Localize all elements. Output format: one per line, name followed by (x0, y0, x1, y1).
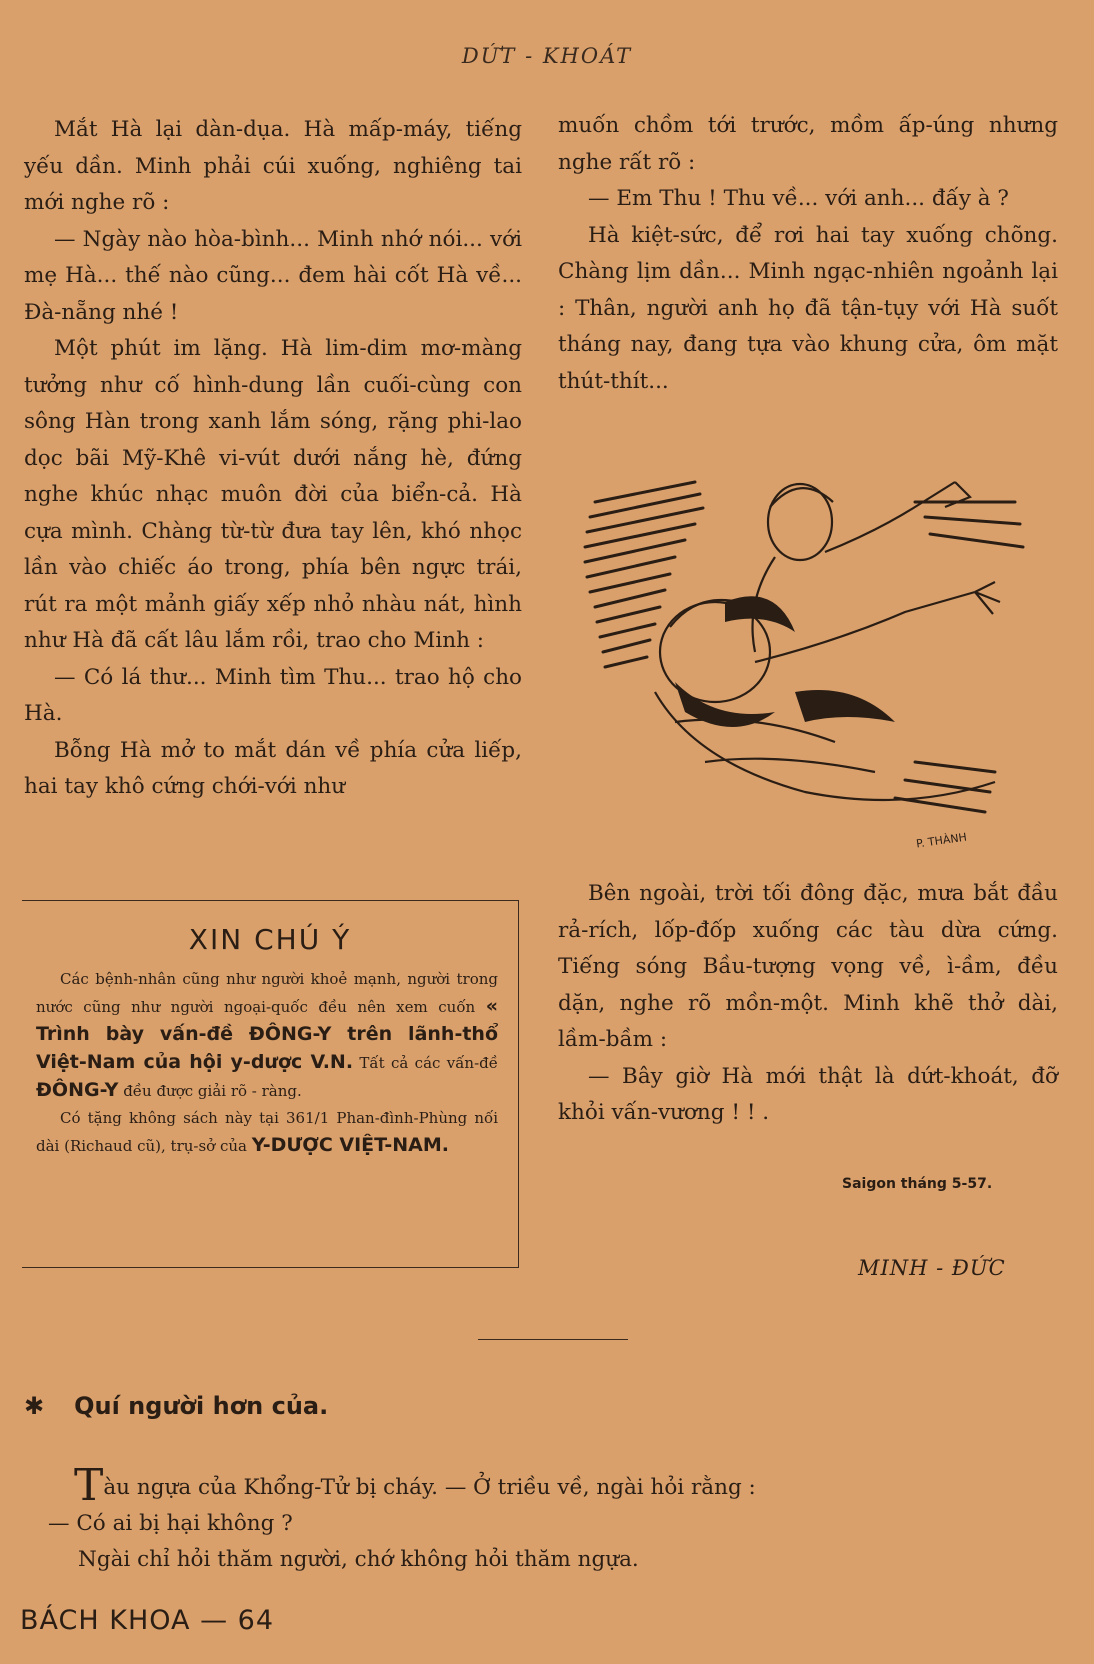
illustrator-signature: P. THÀNH (915, 830, 968, 851)
notice-text: Các bệnh-nhân cũng như người khoẻ mạnh, người trong nước cũng như người ngoại-quốc đều nên xem cuốn (36, 970, 498, 1016)
notice-dongy: ĐÔNG-Y (36, 1079, 119, 1101)
paragraph: Bên ngoài, trời tối đông đặc, mưa bắt đầu rả-rích, lốp-đốp xuống các tàu dừa cứng. Tiếng sóng Bầu-tượng vọng về, ì-ầm, đều dặn, nghe rõ mồn-một. Minh khẽ thở dài, lầm-bầm : (558, 881, 1058, 1052)
story-left-column (24, 112, 522, 806)
paragraph: Hà kiệt-sức, để rơi hai tay xuống chõng. Chàng lịm dần... Minh ngạc-nhiên ngoảnh lại : Thân, người anh họ đã tận-tụy với Hà suốt tháng nay, đang tựa vào khung cửa, ôm mặt thút-thít... (558, 222, 1058, 394)
author-name: MINH - ĐỨC (858, 1256, 1006, 1280)
paragraph: — Có lá thư... Minh tìm Thu... trao hộ cho Hà. (24, 664, 522, 726)
notice-text: Có tặng không sách này tại 361/1 Phan-đình-Phùng nối dài (Richaud cũ), trụ-sở của (36, 1109, 498, 1155)
anecdote-line: àu ngựa của Khổng-Tử bị cháy. — Ở triều về, ngài hỏi rằng : (103, 1475, 756, 1500)
section-divider (478, 1339, 628, 1340)
paragraph: — Bây giờ Hà mới thật là dứt-khoát, đỡ khỏi vấn-vương ! ! . (558, 1063, 1058, 1125)
notice-body (36, 966, 498, 1160)
notice-book-title: « Trình bày vấn-đề ĐÔNG-Y trên lãnh-thổ Việt-Nam của hội y-dược V.N. (36, 995, 498, 1073)
page-footer: BÁCH KHOA — 64 (20, 1605, 275, 1636)
notice-title: XIN CHÚ Ý (188, 923, 352, 956)
notice-organization: Y-DƯỢC VIỆT-NAM. (251, 1134, 449, 1156)
section-title: Quí người hơn của. (74, 1392, 329, 1420)
paragraph: Bỗng Hà mở to mắt dán về phía cửa liếp, hai tay khô cứng chới-với như (24, 737, 522, 799)
star-icon: ✱ (24, 1392, 45, 1420)
story-illustration (575, 462, 1045, 857)
notice-text: Tất cả các vấn-đề (359, 1054, 498, 1072)
story-right-column-bottom (558, 876, 1058, 1132)
advertisement-notice (22, 900, 519, 1268)
paragraph: muốn chồm tới trước, mồm ấp-úng nhưng nghe rất rõ : (558, 113, 1058, 175)
anecdote-line: — Có ai bị hại không ? (48, 1511, 293, 1536)
running-title: DỨT - KHOÁT (461, 44, 633, 68)
dateline: Saigon tháng 5-57. (842, 1176, 993, 1192)
notice-text: đều được giải rõ - ràng. (123, 1082, 302, 1100)
paragraph: — Em Thu ! Thu về... với anh... đấy à ? (588, 186, 1009, 211)
story-right-column-top (558, 108, 1058, 400)
drop-cap: T (74, 1460, 104, 1511)
paragraph: Mắt Hà lại dàn-dụa. Hà mấp-máy, tiếng yếu dần. Minh phải cúi xuống, nghiêng tai mới nghe rõ : (24, 117, 522, 215)
paragraph: Một phút im lặng. Hà lim-dim mơ-màng tưởng như cố hình-dung lần cuối-cùng con sông Hàn trong xanh lắm sóng, rặng phi-lao dọc bãi Mỹ-Khê vi-vút dưới nắng hè, đứng nghe khúc nhạc muôn đời của biển-cả. Hà cựa mình. Chàng từ-từ đưa tay lên, khó nhọc lần vào chiếc áo trong, phía bên ngực trái, rút ra một mảnh giấy xếp nhỏ nhàu nát, hình như Hà đã cất lâu lắm rồi, trao cho Minh : (24, 336, 522, 653)
paragraph: — Ngày nào hòa-bình... Minh nhớ nói... với mẹ Hà... thế nào cũng... đem hài cốt Hà về... Đà-nẵng nhé ! (24, 226, 522, 325)
anecdote-line: Ngài chỉ hỏi thăm người, chớ không hỏi thăm ngựa. (78, 1547, 639, 1572)
section-heading (24, 1392, 328, 1420)
anecdote (48, 1460, 1048, 1578)
